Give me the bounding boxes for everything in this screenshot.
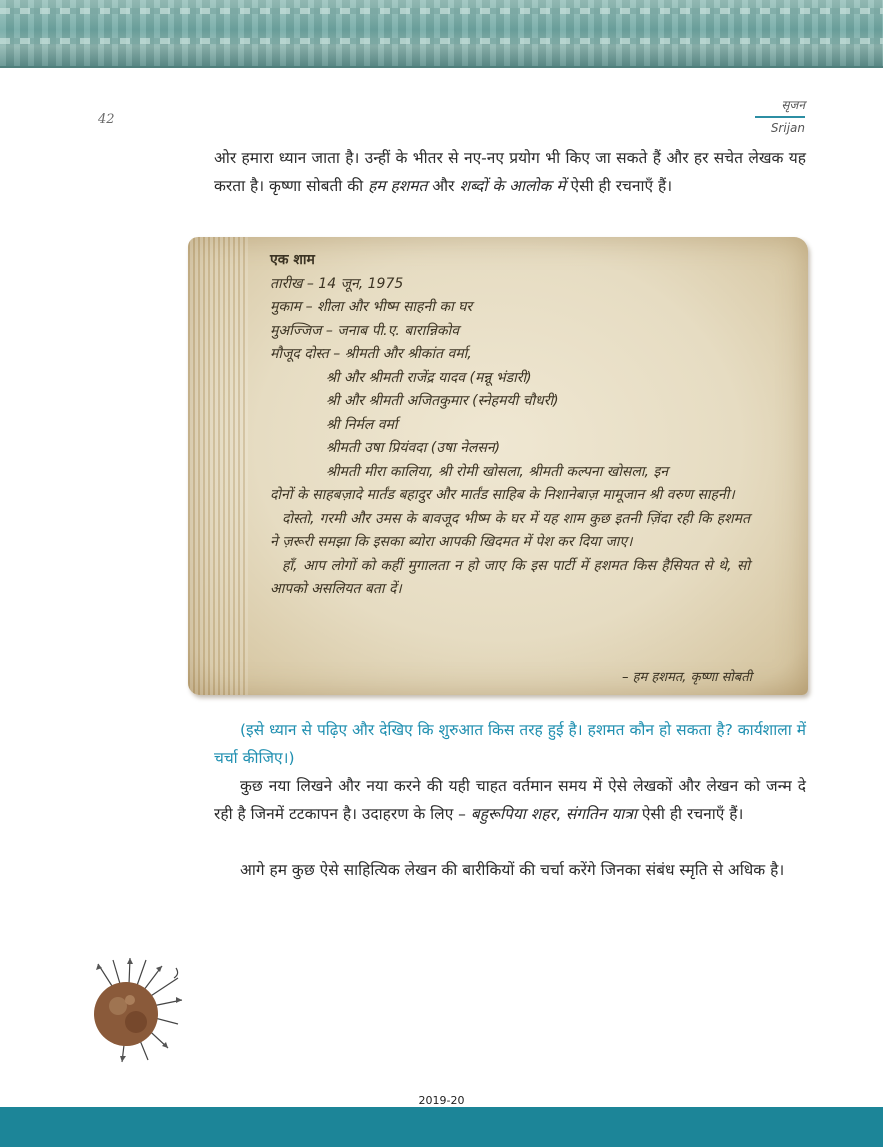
excerpt-line: मुअज्जिज – जनाब पी.ए. बारान्निकोव <box>270 322 460 339</box>
work-title: हम हशमत <box>368 177 428 195</box>
excerpt-paragraph: हाँ, आप लोगों को कहीं मुगालता न हो जाए कि इस पार्टी में हशमत किस हैसियत से थे, सो आपको असलियत बता दें। <box>270 557 750 597</box>
excerpt-title: एक शाम <box>270 252 315 268</box>
excerpt-content <box>270 249 750 602</box>
decorative-top-banner <box>0 0 883 68</box>
excerpt-line: तारीख – 14 जून, 1975 <box>270 275 404 292</box>
excerpt-guest-line: श्री और श्रीमती राजेंद्र यादव (मन्नू भंडारी) <box>326 369 532 386</box>
body-text: , <box>555 805 566 823</box>
page-number: 42 <box>98 112 115 127</box>
excerpt-line: मौजूद दोस्त – श्रीमती और श्रीकांत वर्मा, <box>270 346 472 362</box>
footer-year: 2019-20 <box>418 1094 465 1107</box>
running-header <box>755 96 805 135</box>
header-rule <box>755 116 805 118</box>
sun-with-arrows-illustration <box>78 956 188 1066</box>
intro-text: ओर हमारा ध्यान जाता है। उन्हीं के भीतर से नए-नए प्रयोग भी किए जा सकते हैं और हर सचेत लेखक यह करता है। कृष्णा सोबती की <box>214 149 806 195</box>
excerpt-guest-line: श्री और श्रीमती अजितकुमार (स्नेहमयी चौधरी) <box>326 393 559 409</box>
footer-bar <box>0 1107 883 1147</box>
excerpt-paragraph: दोनों के साहबज़ादे मार्तंड बहादुर और मार्तंड साहिब के निशानेबाज़ मामूजान श्री वरुण साहनी। <box>270 487 735 503</box>
paper-page-edges <box>188 237 248 695</box>
intro-text: ऐसी ही रचनाएँ हैं। <box>565 177 673 195</box>
body-paragraph <box>214 772 806 828</box>
work-title: शब्दों के आलोक में <box>459 177 566 195</box>
banner-stripe <box>0 38 883 44</box>
excerpt-guest-line: श्रीमती मीरा कालिया, श्री रोमी खोसला, श्रीमती कल्पना खोसला, इन <box>326 463 668 480</box>
header-title-hindi: सृजन <box>781 98 805 112</box>
header-title-english: Srijan <box>770 121 805 135</box>
excerpt-paragraph: दोस्तो, गरमी और उमस के बावजूद भीष्म के घर में यह शाम कुछ इतनी ज़िंदा रही कि हशमत ने ज़रूरी समझा कि इसका ब्योरा आपकी खिदमत में पेश कर दिया जाए। <box>270 510 750 550</box>
excerpt-credit: – हम हशमत, कृष्णा सोबती <box>621 670 752 685</box>
banner-stripe <box>0 8 883 14</box>
body-text: कुछ नया लिखने और नया करने की यही चाहत वर्तमान समय में ऐसे लेखकों और लेखन को जन्म दे रही है जिनमें टटकापन है। उदाहरण के लिए – <box>214 777 806 823</box>
intro-text: और <box>427 177 460 195</box>
excerpt-paper-card <box>188 237 808 695</box>
body-paragraph: आगे हम कुछ ऐसे साहित्यिक लेखन की बारीकियों की चर्चा करेंगे जिनका संबंध स्मृति से अधिक है। <box>240 861 785 879</box>
excerpt-guest-line: श्री निर्मल वर्मा <box>326 416 398 433</box>
excerpt-guest-line: श्रीमती उषा प्रियंवदा (उषा नेलसन) <box>326 440 501 456</box>
body-text: ऐसी ही रचनाएँ हैं। <box>636 805 744 823</box>
intro-paragraph <box>214 144 806 200</box>
instruction-text: (इसे ध्यान से पढ़िए और देखिए कि शुरुआत किस तरह हुई है। हशमत कौन हो सकता है? कार्यशाला में चर्चा कीजिए।) <box>214 721 806 767</box>
work-title: बहुरूपिया शहर <box>470 805 556 823</box>
excerpt-line: मुकाम – शीला और भीष्म साहनी का घर <box>270 299 473 315</box>
work-title: संगतिन यात्रा <box>565 805 637 823</box>
